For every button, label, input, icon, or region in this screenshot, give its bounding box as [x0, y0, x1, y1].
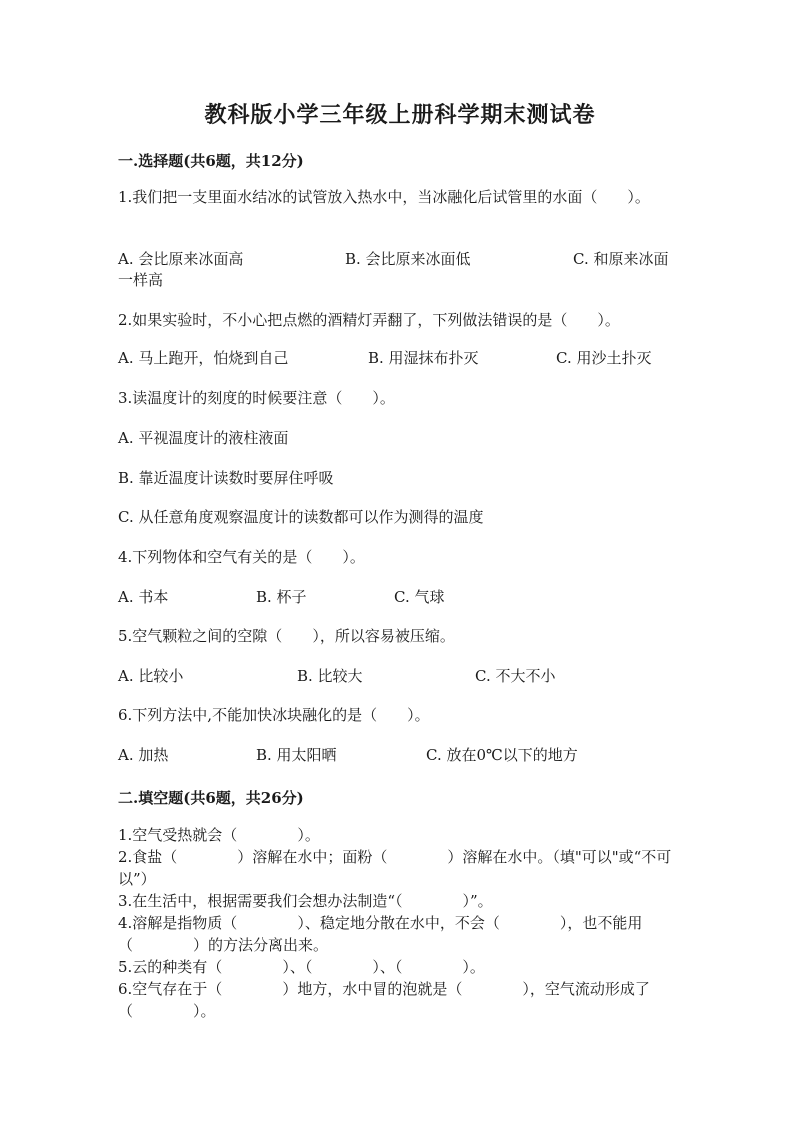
question-5-option-a: A. 比较小: [118, 667, 184, 685]
fill-item-1: 1.空气受热就会（ ）。: [118, 826, 320, 844]
question-6-option-b: B. 用太阳晒: [256, 746, 337, 764]
question-3-option-a: A. 平视温度计的液柱液面: [118, 429, 289, 447]
question-1-option-b: B. 会比原来冰面低: [345, 250, 471, 268]
question-1-option-c: C. 和原来冰面一样高: [118, 250, 669, 289]
question-6-stem: 6.下列方法中,不能加快冰块融化的是（ ）。: [118, 706, 430, 724]
question-5-stem: 5.空气颗粒之间的空隙（ ），所以容易被压缩。: [118, 627, 455, 645]
question-1-option-a: A. 会比原来冰面高: [118, 250, 244, 268]
question-4-option-b: B. 杯子: [256, 588, 307, 606]
fill-item-3: 3.在生活中，根据需要我们会想办法制造“（ ）”。: [118, 892, 493, 910]
question-3-option-c: C. 从任意角度观察温度计的读数都可以作为测得的温度: [118, 508, 484, 526]
question-5-option-b: B. 比较大: [297, 667, 363, 685]
question-2-option-c: C. 用沙土扑灭: [556, 349, 652, 367]
fill-item-2: 2.食盐（ ）溶解在水中；面粉（ ）溶解在水中。（填"可以"或“不可以”）: [118, 848, 672, 888]
section-heading-fill: 二.填空题(共6题，共26分): [118, 789, 304, 807]
question-3-stem: 3.读温度计的刻度的时候要注意（ ）。: [118, 389, 395, 407]
fill-item-5: 5.云的种类有（ ）、（ ）、（ ）。: [118, 958, 485, 976]
question-2-option-b: B. 用湿抹布扑灭: [368, 349, 479, 367]
section-heading-choice: 一.选择题(共6题，共12分): [118, 152, 304, 170]
question-3-option-b: B. 靠近温度计读数时要屏住呼吸: [118, 469, 334, 487]
page-title: 教科版小学三年级上册科学期末测试卷: [204, 102, 596, 128]
question-4-stem: 4.下列物体和空气有关的是（ ）。: [118, 548, 365, 566]
fill-item-6: 6.空气存在于（ ）地方，水中冒的泡就是（ ），空气流动形成了（ ）。: [118, 980, 650, 1020]
question-5-option-c: C. 不大不小: [475, 667, 556, 685]
question-2-option-a: A. 马上跑开，怕烧到自己: [118, 349, 289, 367]
fill-item-4: 4.溶解是指物质（ ）、稳定地分散在水中，不会（ ），也不能用（ ）的方法分离出来。: [118, 914, 643, 954]
fill-blank-list: [118, 824, 683, 1022]
question-6-option-a: A. 加热: [118, 746, 169, 764]
question-4-option-c: C. 气球: [394, 588, 445, 606]
question-2-stem: 2.如果实验时，不小心把点燃的酒精灯弄翻了，下列做法错误的是（ ）。: [118, 311, 620, 329]
question-4-option-a: A. 书本: [118, 588, 169, 606]
question-1-stem: 1.我们把一支里面水结冰的试管放入热水中，当冰融化后试管里的水面（ ）。: [118, 188, 650, 206]
question-6-option-c: C. 放在0℃以下的地方: [426, 746, 578, 764]
